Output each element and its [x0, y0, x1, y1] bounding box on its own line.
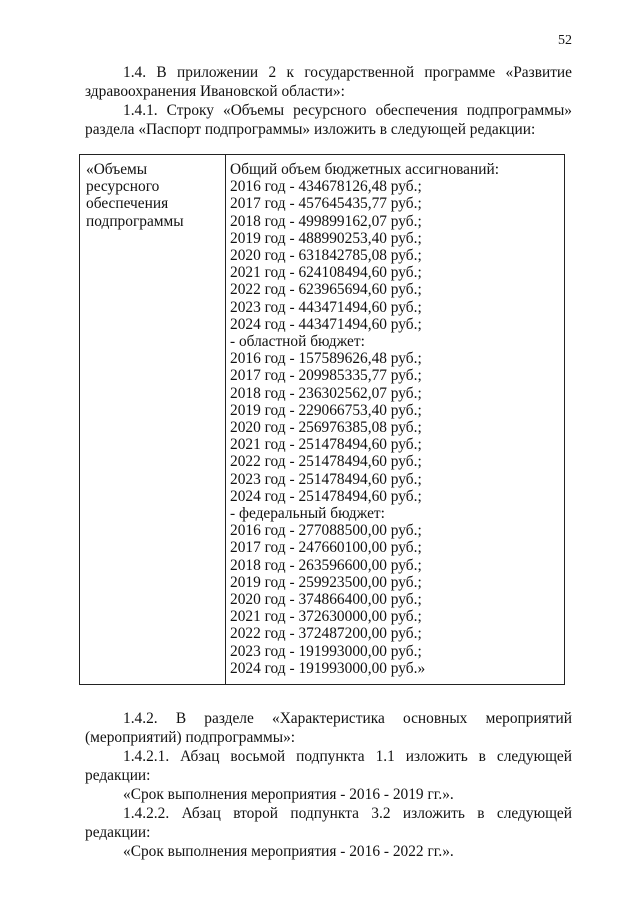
budget-line: 2023 год - 251478494,60 руб.;: [230, 470, 422, 488]
budget-line: 2017 год - 457645435,77 руб.;: [230, 195, 422, 213]
table-left-cell: [86, 161, 222, 230]
budget-line: 2022 год - 251478494,60 руб.;: [230, 453, 422, 471]
passport-table: [79, 154, 565, 685]
budget-line: 2022 год - 623965694,60 руб.;: [230, 281, 422, 299]
budget-line: 2024 год - 191993000,00 руб.»: [230, 659, 426, 677]
budget-line: 2018 год - 499899162,07 руб.;: [230, 212, 422, 230]
paragraph-6-line-2: редакции:: [85, 824, 151, 841]
intro-paragraph-2-line-1: 1.4.1. Строку «Объемы ресурсного обеспечения подпрограммы»: [123, 102, 572, 119]
budget-line: 2016 год - 157589626,48 руб.;: [230, 350, 422, 368]
budget-line: 2017 год - 247660100,00 руб.;: [230, 539, 422, 557]
budget-line: 2016 год - 434678126,48 руб.;: [230, 178, 422, 196]
paragraph-6-line-1: 1.4.2.2. Абзац второй подпункта 3.2 изложить в следующей: [123, 805, 572, 822]
budget-line: 2023 год - 443471494,60 руб.;: [230, 298, 422, 316]
budget-line: 2020 год - 374866400,00 руб.;: [230, 591, 422, 609]
paragraph-3-line-1: 1.4.2. В разделе «Характеристика основных мероприятий: [123, 710, 572, 727]
budget-line: 2021 год - 251478494,60 руб.;: [230, 436, 422, 454]
budget-line: 2020 год - 631842785,08 руб.;: [230, 247, 422, 265]
budget-line: - федеральный бюджет:: [230, 505, 385, 523]
budget-line: 2018 год - 236302562,07 руб.;: [230, 384, 422, 402]
left-cell-line-3: подпрограммы: [86, 212, 184, 230]
paragraph-3-line-2: (мероприятий) подпрограммы»:: [85, 729, 296, 746]
intro-paragraph-1-line-2: здравоохранения Ивановской области»:: [85, 83, 345, 100]
intro-paragraph-2-line-2: раздела «Паспорт подпрограммы» изложить в следующей редакции:: [85, 121, 536, 138]
left-cell-line-1: «Объемы ресурсного: [86, 161, 160, 196]
budget-line: 2020 год - 256976385,08 руб.;: [230, 419, 422, 437]
paragraph-4-line-2: редакции:: [85, 767, 151, 784]
budget-line: 2019 год - 229066753,40 руб.;: [230, 401, 422, 419]
table-right-cell: [230, 161, 560, 677]
left-cell-line-2: обеспечения: [86, 195, 169, 213]
budget-line: 2021 год - 372630000,00 руб.;: [230, 608, 422, 626]
page-number: 52: [558, 33, 572, 48]
intro-paragraph-1-line-1: 1.4. В приложении 2 к государственной программе «Развитие: [123, 64, 572, 81]
paragraph-4-line-1: 1.4.2.1. Абзац восьмой подпункта 1.1 изложить в следующей: [123, 748, 572, 765]
budget-line: 2024 год - 443471494,60 руб.;: [230, 315, 422, 333]
budget-line: 2024 год - 251478494,60 руб.;: [230, 487, 422, 505]
table-column-divider: [225, 155, 226, 684]
budget-line: - областной бюджет:: [230, 333, 365, 351]
budget-line: 2019 год - 259923500,00 руб.;: [230, 573, 422, 591]
paragraph-5: «Срок выполнения мероприятия - 2016 - 2019 гг.».: [123, 786, 454, 803]
budget-line: Общий объем бюджетных ассигнований:: [230, 161, 499, 178]
paragraph-7: «Срок выполнения мероприятия - 2016 - 2022 гг.».: [123, 843, 454, 860]
budget-line: 2018 год - 263596600,00 руб.;: [230, 556, 422, 574]
budget-line: 2017 год - 209985335,77 руб.;: [230, 367, 422, 385]
budget-line: 2019 год - 488990253,40 руб.;: [230, 229, 422, 247]
budget-line: 2022 год - 372487200,00 руб.;: [230, 625, 422, 643]
budget-line: 2016 год - 277088500,00 руб.;: [230, 522, 422, 540]
budget-line: 2021 год - 624108494,60 руб.;: [230, 264, 422, 282]
budget-line: 2023 год - 191993000,00 руб.;: [230, 642, 422, 660]
